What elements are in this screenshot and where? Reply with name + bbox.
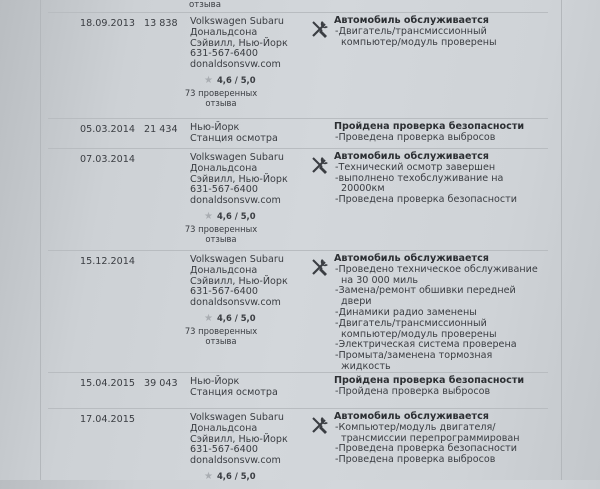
source-line: Volkswagen Subaru [190,254,284,265]
wrench-screwdriver-icon [310,257,330,277]
source-line: 631-567-6400 [190,444,258,456]
comment-item: -Двигатель/трансмиссионный компьютер/модуль проверены [335,25,497,48]
rating [204,471,256,483]
source-line: Сэйвилл, Нью-Йорк [190,173,288,185]
rating-value: 4,6 / 5,0 [216,211,256,221]
record-date: 17.04.2015 [80,414,135,425]
comments [334,152,544,206]
comment-item: -Проведена проверка безопасности [335,443,517,455]
comment-item: -Проведена проверка выбросов [335,131,496,143]
odometer-reading: 39 043 [144,378,178,389]
wrench-screwdriver-icon [310,19,330,39]
comments [334,376,544,398]
source-line: Дональдсона [190,162,258,174]
review-line: отзыва [205,98,237,108]
rating-value: 4,6 / 5,0 [216,75,256,85]
comment-title: Автомобиль обслуживается [334,151,489,162]
review-count [176,326,266,346]
comments [334,412,544,466]
source-line: Дональдсона [190,264,258,276]
rating [204,313,256,325]
table-row [48,408,548,489]
review-line: 73 проверенных [184,326,258,336]
comment-title: Автомобиль обслуживается [334,15,489,26]
rating [204,75,256,87]
wrench-screwdriver-icon [310,415,330,435]
source-info [190,413,288,467]
comment-title: Автомобиль обслуживается [334,253,489,264]
comment-item: -выполнено техобслуживание на 20000км [335,172,504,195]
comments [334,254,544,373]
star-icon: ★ [204,75,213,86]
review-count [176,88,266,108]
source-line: 631-567-6400 [190,184,258,196]
reviews-fragment: отзыва [189,0,221,10]
source-line: Нью-Йорк [190,376,240,387]
table-row [48,12,548,119]
source-line: donaldsonsvw.com [190,195,281,207]
rating [204,211,256,223]
comment-title: Пройдена проверка безопасности [334,121,525,132]
rating-value: 4,6 / 5,0 [216,471,256,481]
comment-item: -Проведено техническое обслуживание на 30 000 миль [335,263,538,286]
comments [334,122,544,144]
source-line: Станция осмотра [190,132,278,144]
review-line: 73 проверенных [184,224,258,234]
source-line: 631-567-6400 [190,48,258,60]
source-line: donaldsonsvw.com [190,455,281,467]
comment-title: Автомобиль обслуживается [334,411,489,422]
star-icon: ★ [204,471,213,482]
source-line: Сэйвилл, Нью-Йорк [190,37,288,49]
source-line: Volkswagen Subaru [190,152,284,163]
source-info [190,255,288,309]
rating-value: 4,6 / 5,0 [216,313,256,323]
record-date: 05.03.2014 [80,124,135,135]
source-line: Volkswagen Subaru [190,412,284,423]
source-line: donaldsonsvw.com [190,59,281,71]
comment-item: -Проведена проверка безопасности [335,194,517,206]
comment-item: -Пройдена проверка выбросов [335,385,491,397]
star-icon: ★ [204,313,213,324]
comment-item: -Двигатель/трансмиссионный компьютер/модуль проверены [335,317,497,340]
source-line: Станция осмотра [190,386,278,398]
comment-item: -Технический осмотр завершен [335,161,496,173]
table-row [48,250,548,373]
review-count [176,224,266,244]
source-line: 631-567-6400 [190,286,258,298]
odometer-reading: 21 434 [144,124,178,135]
record-date: 07.03.2014 [80,154,135,165]
record-date: 18.09.2013 [80,18,135,29]
comment-item: -Проведена проверка выбросов [335,454,496,466]
table-row [48,148,548,251]
comment-item: -Замена/ремонт обшивки передней двери [335,285,516,308]
table-row [48,118,548,149]
source-line: donaldsonsvw.com [190,297,281,309]
review-line: отзыва [205,336,237,346]
comment-title: Пройдена проверка безопасности [334,375,525,386]
wrench-screwdriver-icon [310,155,330,175]
comment-item: -Компьютер/модуль двигателя/ трансмиссии перепрограммирован [335,421,520,444]
source-info [190,17,288,71]
source-line: Сэйвилл, Нью-Йорк [190,275,288,287]
source-line: Дональдсона [190,422,258,434]
comment-item: -Динамики радио заменены [335,306,477,318]
comment-item: -Промыта/заменена тормозная жидкость [335,350,493,372]
review-line: 73 проверенных [184,88,258,98]
comments [334,16,544,48]
source-line: Дональдсона [190,26,258,38]
source-line: Нью-Йорк [190,122,240,133]
star-icon: ★ [204,211,213,222]
odometer-reading: 13 838 [144,18,178,29]
review-line: отзыва [205,234,237,244]
table-row [48,372,548,409]
source-info [190,123,278,145]
record-date: 15.12.2014 [80,256,135,267]
comment-item: -Электрическая система проверена [335,339,517,351]
source-line: Сэйвилл, Нью-Йорк [190,433,288,445]
source-info [190,153,288,207]
record-date: 15.04.2015 [80,378,135,389]
source-info [190,377,278,399]
source-line: Volkswagen Subaru [190,16,284,27]
